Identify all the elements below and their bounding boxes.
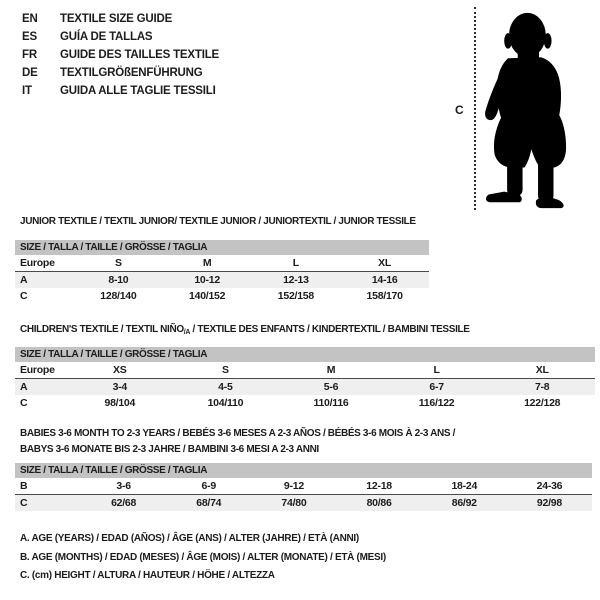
size-header-bar: SIZE / TALLA / TAILLE / GRÖSSE / TAGLIA [15,347,595,362]
age-cell: 3-4 [112,381,128,393]
age-cell: 3-6 [116,480,131,492]
table-row-europe [15,362,595,379]
table-row-age [15,379,595,395]
footnote-age-months: B. AGE (MONTHS) / EDAD (MESES) / ÂGE (MOIS) / ALTER (MONATE) / ETÀ (MESI) [20,551,386,563]
language-row-en [22,10,219,28]
language-title: GUIDA ALLE TAGLIE TESSILI [60,85,216,97]
size-cell: L [292,257,299,269]
table-row-europe [15,255,429,272]
language-title-list [22,10,219,100]
size-cell: M [202,257,212,269]
row-label: A [20,381,28,393]
height-cell: 140/152 [189,290,226,302]
age-cell: 18-24 [451,480,478,492]
age-cell: 9-12 [283,480,304,492]
language-code: EN [22,13,38,25]
language-code: ES [22,31,37,43]
height-cell: 116/122 [418,397,455,409]
height-cell: 62/68 [111,497,137,509]
children-size-table [15,347,595,411]
height-cell: 80/86 [366,497,392,509]
junior-size-table [15,240,429,304]
language-row-it [22,82,219,100]
language-code: IT [22,85,32,97]
table-row-height [15,395,595,411]
height-measure-dotted-line [474,7,476,210]
size-cell: S [222,364,229,376]
height-cell: 92/98 [536,497,562,509]
row-label: C [20,397,28,409]
language-row-de [22,64,219,82]
section-title-text: CHILDREN'S TEXTILE / TEXTIL NIÑO [20,324,184,335]
table-row-height [15,288,429,304]
height-cell: 122/128 [524,397,561,409]
age-cell: 12-18 [366,480,392,492]
size-header-bar: SIZE / TALLA / TAILLE / GRÖSSE / TAGLIA [15,463,592,478]
language-code: FR [22,49,37,61]
height-cell: 86/92 [451,497,477,509]
height-cell: 110/116 [313,397,349,409]
section-title-babies [20,426,455,457]
row-label: Europe [20,257,55,269]
language-title: TEXTILE SIZE GUIDE [60,13,173,25]
row-label: C [20,290,28,302]
section-title-line2: BABYS 3-6 MONATE BIS 2-3 JAHRE / BAMBINI 3-6 MESI A 2-3 ANNI [20,443,319,455]
age-cell: 6-9 [201,480,216,492]
section-title-subscript: /A [183,329,191,336]
row-label: B [20,480,28,492]
section-title-junior: JUNIOR TEXTILE / TEXTIL JUNIOR/ TEXTILE JUNIOR / JUNIORTEXTIL / JUNIOR TESSILE [20,216,416,227]
height-marker-label: C [455,103,464,117]
height-cell: 74/80 [281,497,307,509]
table-row-age-months [15,478,592,495]
section-title-children [20,322,470,341]
size-cell: XS [113,364,127,376]
height-cell: 68/74 [196,497,222,509]
age-cell: 10-12 [194,274,220,286]
row-label: A [20,274,28,286]
height-cell: 128/140 [100,290,137,302]
table-row-height [15,495,592,511]
height-cell: 152/158 [277,290,314,302]
age-cell: 4-5 [218,381,233,393]
age-cell: 14-16 [371,274,398,286]
row-label: C [20,497,28,509]
size-cell: XL [378,257,392,269]
size-cell: S [114,257,122,269]
size-header-bar: SIZE / TALLA / TAILLE / GRÖSSE / TAGLIA [15,240,429,255]
size-cell: M [326,364,336,376]
age-cell: 24-36 [536,480,563,492]
footnote-height: C. (cm) HEIGHT / ALTURA / HAUTEUR / HÖHE / ALTEZZA [20,570,275,581]
height-cell: 98/104 [104,397,136,409]
height-cell: 104/110 [207,397,244,409]
age-cell: 5-6 [323,381,339,393]
section-title-line1: BABIES 3-6 MONTH TO 2-3 YEARS / BEBÉS 3-6 MESES A 2-3 AÑOS / BÉBÉS 3-6 MOIS À 2-3 ANS / [20,428,456,439]
toddler-silhouette [481,4,597,214]
age-cell: 7-8 [534,381,550,393]
section-title-text: / TEXTILE DES ENFANTS / KINDERTEXTIL / BAMBINI TESSILE [190,324,470,335]
legend-footnotes [20,530,386,586]
footnote-age-years: A. AGE (YEARS) / EDAD (AÑOS) / ÂGE (ANS) / ALTER (JAHRE) / ETÀ (ANNI) [20,533,359,544]
age-cell: 6-7 [429,381,444,393]
age-cell: 12-13 [283,274,309,286]
language-title: TEXTILGRÖßENFÜHRUNG [60,67,203,79]
height-cell: 158/170 [366,290,403,302]
language-title: GUÍA DE TALLAS [60,31,153,43]
language-row-fr [22,46,219,64]
age-cell: 8-10 [108,274,129,286]
language-row-es [22,28,219,46]
size-cell: L [433,364,440,376]
language-title: GUIDE DES TAILLES TEXTILE [60,49,219,61]
row-label: Europe [20,364,55,376]
language-code: DE [22,67,38,79]
babies-size-table [15,463,592,511]
size-cell: XL [535,364,549,376]
table-row-age [15,272,429,288]
